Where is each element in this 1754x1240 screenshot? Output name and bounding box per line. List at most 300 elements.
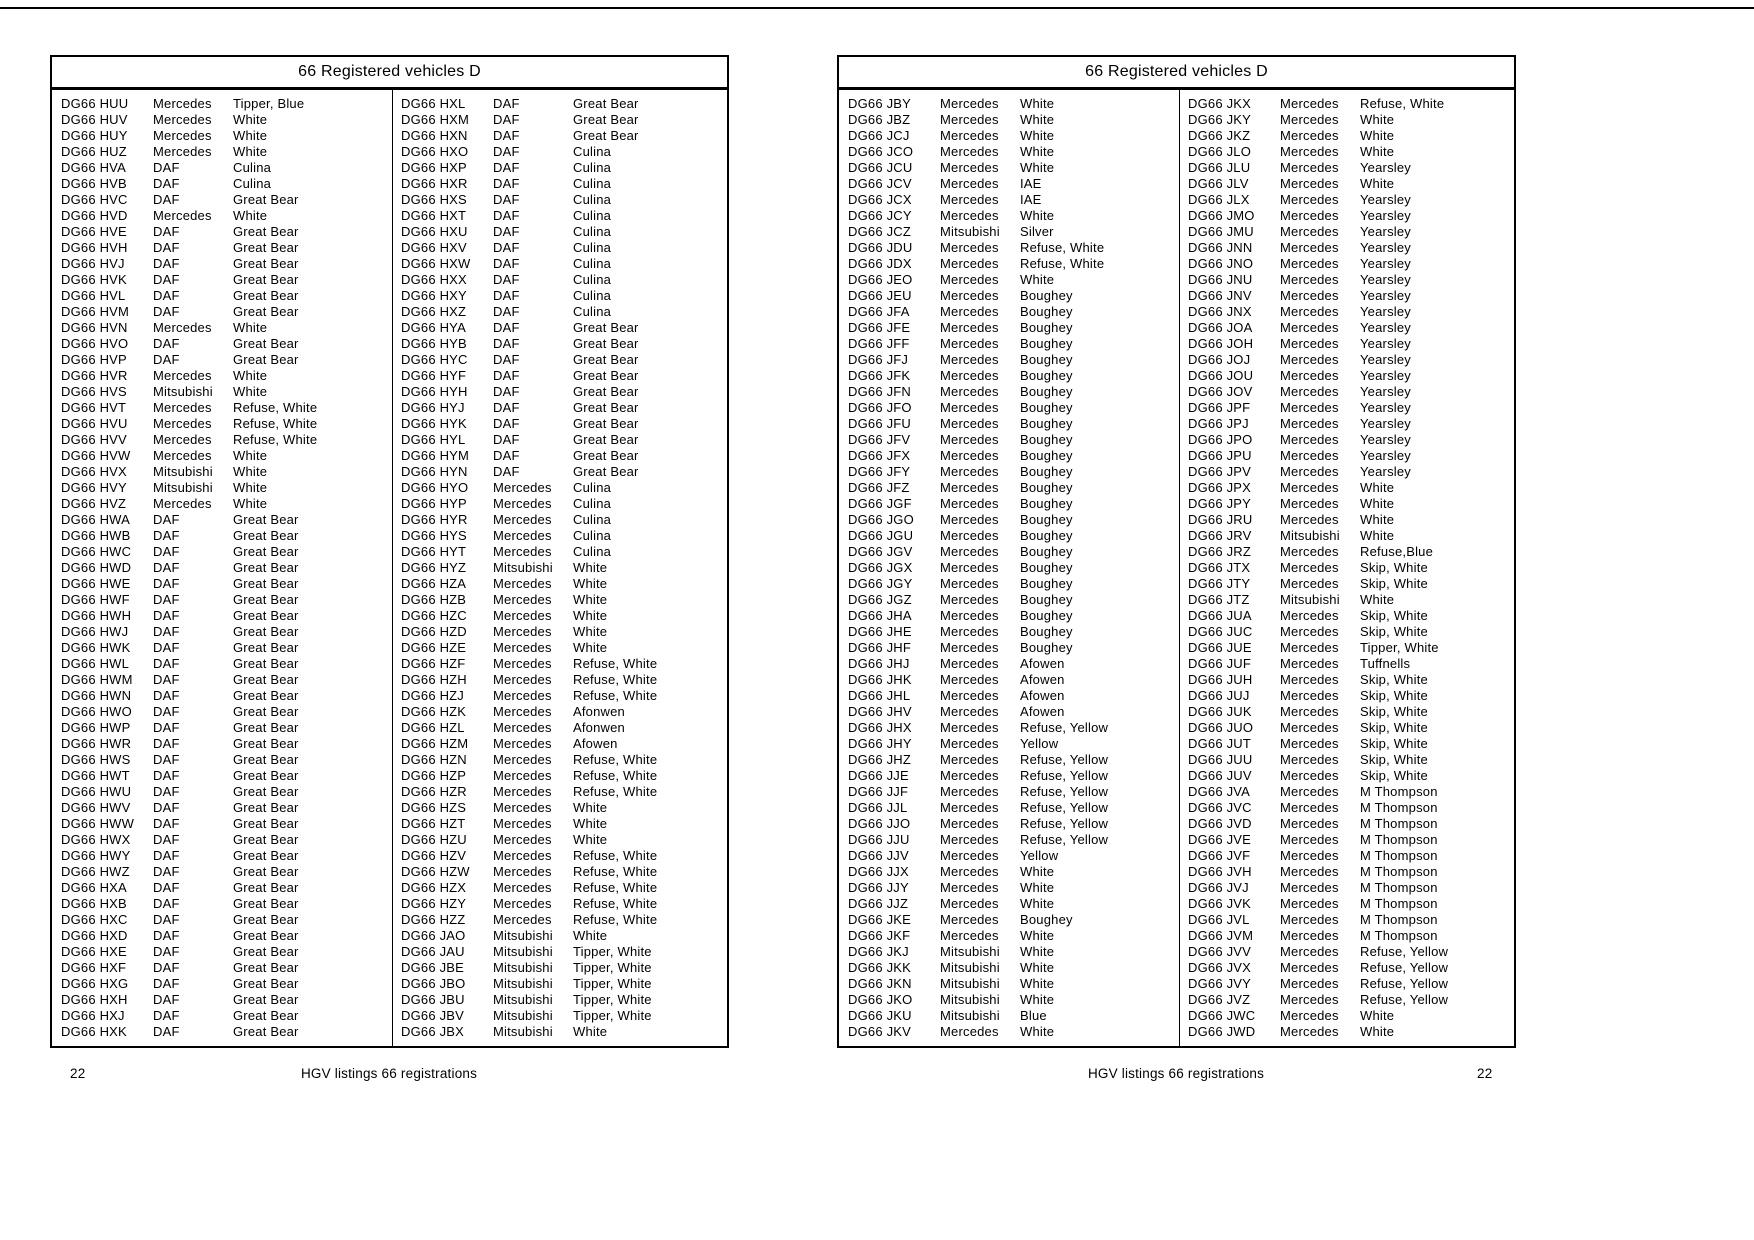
vehicle-row [1188, 896, 1514, 912]
vehicle-registration: DG66 HVZ [61, 496, 127, 511]
vehicle-make: Mercedes [153, 496, 212, 511]
vehicle-row [848, 240, 1179, 256]
vehicle-make: Mitsubishi [493, 944, 553, 959]
vehicle-make: Mercedes [940, 736, 999, 751]
vehicle-livery: Culina [233, 176, 272, 191]
vehicle-livery: Yearsley [1360, 352, 1411, 367]
vehicle-row [401, 224, 727, 240]
vehicle-livery: Refuse, White [233, 400, 318, 415]
vehicle-livery: Great Bear [233, 224, 299, 239]
vehicle-make: DAF [153, 336, 180, 351]
vehicle-row [401, 624, 727, 640]
vehicle-row [401, 512, 727, 528]
vehicle-registration: DG66 HYM [401, 448, 470, 463]
vehicle-make: Mercedes [940, 704, 999, 719]
vehicle-registration: DG66 JVK [1188, 896, 1252, 911]
vehicle-row [401, 352, 727, 368]
vehicle-livery: Boughey [1020, 448, 1073, 463]
vehicle-registration: DG66 HWS [61, 752, 131, 767]
vehicle-make: DAF [153, 928, 180, 943]
vehicle-make: Mercedes [940, 560, 999, 575]
vehicle-livery: Great Bear [233, 1008, 299, 1023]
vehicle-livery: Culina [573, 160, 612, 175]
vehicle-registration: DG66 JFO [848, 400, 912, 415]
vehicle-row [848, 304, 1179, 320]
vehicle-registration: DG66 HXK [61, 1024, 127, 1039]
vehicle-registration: DG66 JJF [848, 784, 909, 799]
vehicle-row [61, 832, 392, 848]
vehicle-make: Mercedes [493, 784, 552, 799]
vehicle-row [1188, 720, 1514, 736]
vehicle-registration: DG66 HYO [401, 480, 469, 495]
vehicle-row [61, 496, 392, 512]
vehicle-livery: M Thompson [1360, 880, 1438, 895]
vehicle-registration: DG66 JOA [1188, 320, 1253, 335]
vehicle-registration: DG66 HWV [61, 800, 131, 815]
vehicle-registration: DG66 JPJ [1188, 416, 1249, 431]
vehicle-make: DAF [153, 240, 180, 255]
vehicle-livery: Great Bear [233, 752, 299, 767]
vehicle-livery: Boughey [1020, 592, 1073, 607]
vehicle-make: Mercedes [1280, 240, 1339, 255]
vehicle-row [1188, 128, 1514, 144]
vehicle-make: Mercedes [1280, 560, 1339, 575]
vehicle-row [401, 784, 727, 800]
footer-title-right: HGV listings 66 registrations [1087, 1066, 1265, 1081]
vehicle-livery: Great Bear [233, 816, 299, 831]
vehicle-make: Mercedes [153, 208, 212, 223]
vehicle-make: Mercedes [1280, 432, 1339, 447]
vehicle-registration: DG66 JGY [848, 576, 913, 591]
vehicle-registration: DG66 JPF [1188, 400, 1251, 415]
vehicle-row [1188, 144, 1514, 160]
vehicle-make: DAF [493, 192, 520, 207]
vehicle-registration: DG66 JFF [848, 336, 910, 351]
vehicle-livery: Skip, White [1360, 736, 1428, 751]
vehicle-row [61, 1008, 392, 1024]
vehicle-make: Mercedes [1280, 640, 1339, 655]
vehicle-make: Mercedes [1280, 960, 1339, 975]
vehicle-make: DAF [493, 400, 520, 415]
vehicle-livery: M Thompson [1360, 928, 1438, 943]
vehicle-row [848, 352, 1179, 368]
vehicle-row [1188, 752, 1514, 768]
vehicle-row [1188, 160, 1514, 176]
vehicle-registration: DG66 JRZ [1188, 544, 1252, 559]
vehicle-livery: Tipper, White [573, 992, 652, 1007]
vehicle-row [61, 624, 392, 640]
vehicle-row [848, 224, 1179, 240]
vehicle-livery: Great Bear [233, 544, 299, 559]
vehicle-registration: DG66 JHX [848, 720, 912, 735]
vehicle-make: DAF [493, 176, 520, 191]
vehicle-row [1188, 432, 1514, 448]
vehicle-make: Mercedes [1280, 288, 1339, 303]
vehicle-livery: Skip, White [1360, 560, 1428, 575]
vehicle-livery: White [573, 928, 608, 943]
vehicle-livery: Yearsley [1360, 400, 1411, 415]
vehicle-livery: Tipper, Blue [233, 96, 305, 111]
vehicle-make: DAF [153, 624, 180, 639]
vehicle-livery: Great Bear [573, 464, 639, 479]
vehicle-make: Mercedes [1280, 368, 1339, 383]
vehicle-registration: DG66 JAO [401, 928, 466, 943]
vehicle-make: Mercedes [940, 512, 999, 527]
vehicle-make: DAF [153, 688, 180, 703]
vehicle-registration: DG66 HZP [401, 768, 467, 783]
vehicle-livery: Great Bear [233, 512, 299, 527]
vehicle-make: DAF [153, 880, 180, 895]
vehicle-row [61, 272, 392, 288]
vehicle-make: DAF [153, 608, 180, 623]
vehicle-livery: Yearsley [1360, 288, 1411, 303]
vehicle-livery: White [233, 320, 268, 335]
vehicle-livery: Culina [573, 272, 612, 287]
vehicle-row [848, 560, 1179, 576]
vehicle-make: Mercedes [940, 176, 999, 191]
vehicle-livery: White [1360, 1008, 1395, 1023]
vehicle-livery: White [573, 832, 608, 847]
vehicle-make: Mercedes [1280, 624, 1339, 639]
vehicle-registration: DG66 HYH [401, 384, 468, 399]
vehicle-livery: Refuse, Yellow [1020, 784, 1109, 799]
vehicle-registration: DG66 HVV [61, 432, 127, 447]
vehicle-row [1188, 608, 1514, 624]
vehicle-row [401, 1008, 727, 1024]
vehicle-livery: Refuse, Yellow [1020, 800, 1109, 815]
vehicle-row [401, 112, 727, 128]
vehicle-make: Mercedes [153, 368, 212, 383]
vehicle-row [848, 1024, 1179, 1040]
vehicle-make: Mercedes [940, 880, 999, 895]
vehicle-registration: DG66 JJV [848, 848, 909, 863]
vehicle-livery: Skip, White [1360, 688, 1428, 703]
vehicle-make: Mercedes [1280, 1008, 1339, 1023]
vehicle-make: DAF [153, 864, 180, 879]
vehicle-row [401, 256, 727, 272]
vehicle-row [61, 736, 392, 752]
vehicle-livery: Skip, White [1360, 608, 1428, 623]
vehicle-make: Mitsubishi [153, 464, 213, 479]
vehicle-make: DAF [493, 384, 520, 399]
vehicle-registration: DG66 JLV [1188, 176, 1249, 191]
vehicle-row [401, 848, 727, 864]
vehicle-livery: Refuse, White [573, 864, 658, 879]
vehicle-livery: Great Bear [233, 832, 299, 847]
vehicle-registration: DG66 JVA [1188, 784, 1251, 799]
vehicle-livery: Yearsley [1360, 192, 1411, 207]
vehicle-row [848, 800, 1179, 816]
vehicle-make: DAF [153, 816, 180, 831]
vehicle-livery: White [1360, 112, 1395, 127]
vehicle-registration: DG66 JVL [1188, 912, 1250, 927]
page-right [837, 55, 1516, 1048]
vehicle-registration: DG66 HVY [61, 480, 127, 495]
vehicle-registration: DG66 HVC [61, 192, 128, 207]
vehicle-make: Mercedes [940, 544, 999, 559]
vehicle-registration: DG66 JFA [848, 304, 910, 319]
vehicle-make: Mercedes [1280, 96, 1339, 111]
vehicle-row [61, 480, 392, 496]
vehicle-registration: DG66 JPY [1188, 496, 1252, 511]
vehicle-table-right [837, 89, 1516, 1048]
vehicle-registration: DG66 HWT [61, 768, 130, 783]
vehicle-make: Mercedes [940, 608, 999, 623]
vehicle-livery: Boughey [1020, 544, 1073, 559]
vehicle-make: DAF [153, 304, 180, 319]
vehicle-row [1188, 704, 1514, 720]
vehicle-make: Mercedes [1280, 112, 1339, 127]
vehicle-row [61, 864, 392, 880]
vehicle-registration: DG66 JFJ [848, 352, 909, 367]
vehicle-livery: Great Bear [233, 528, 299, 543]
vehicle-livery: White [1020, 112, 1055, 127]
vehicle-row [401, 752, 727, 768]
vehicle-livery: Great Bear [233, 880, 299, 895]
vehicle-registration: DG66 JVH [1188, 864, 1252, 879]
vehicle-livery: Refuse, White [573, 880, 658, 895]
vehicle-livery: Culina [573, 496, 612, 511]
vehicle-make: Mercedes [493, 512, 552, 527]
vehicle-livery: White [573, 576, 608, 591]
vehicle-livery: Great Bear [233, 784, 299, 799]
vehicle-registration: DG66 HWJ [61, 624, 129, 639]
vehicle-row [401, 880, 727, 896]
vehicle-registration: DG66 JDX [848, 256, 912, 271]
vehicle-make: DAF [153, 960, 180, 975]
vehicle-row [1188, 736, 1514, 752]
vehicle-make: Mercedes [1280, 656, 1339, 671]
vehicle-livery: Refuse, White [573, 912, 658, 927]
vehicle-row [848, 976, 1179, 992]
vehicle-row [848, 896, 1179, 912]
vehicle-registration: DG66 JNU [1188, 272, 1253, 287]
vehicle-registration: DG66 HXT [401, 208, 467, 223]
vehicle-registration: DG66 HZS [401, 800, 467, 815]
vehicle-registration: DG66 HXM [401, 112, 470, 127]
vehicle-registration: DG66 JBU [401, 992, 465, 1007]
vehicle-row [401, 304, 727, 320]
vehicle-livery: Culina [233, 160, 272, 175]
vehicle-make: DAF [153, 896, 180, 911]
vehicle-registration: DG66 HWL [61, 656, 130, 671]
vehicle-livery: Tipper, White [573, 1008, 652, 1023]
vehicle-row [61, 1024, 392, 1040]
vehicle-make: Mercedes [1280, 832, 1339, 847]
vehicle-livery: White [1020, 896, 1055, 911]
vehicle-row [848, 288, 1179, 304]
vehicle-make: Mercedes [493, 848, 552, 863]
vehicle-livery: Yearsley [1360, 432, 1411, 447]
vehicle-registration: DG66 HWW [61, 816, 135, 831]
vehicle-registration: DG66 HZN [401, 752, 467, 767]
vehicle-livery: Great Bear [233, 624, 299, 639]
vehicle-livery: M Thompson [1360, 816, 1438, 831]
vehicle-registration: DG66 HWU [61, 784, 132, 799]
vehicle-make: Mercedes [1280, 256, 1339, 271]
vehicle-make: Mercedes [1280, 208, 1339, 223]
vehicle-row [401, 688, 727, 704]
vehicle-make: DAF [153, 352, 180, 367]
vehicle-row [848, 544, 1179, 560]
vehicle-livery: IAE [1020, 192, 1042, 207]
vehicle-livery: M Thompson [1360, 800, 1438, 815]
vehicle-livery: White [573, 608, 608, 623]
vehicle-livery: Great Bear [233, 192, 299, 207]
vehicle-livery: Refuse, White [233, 432, 318, 447]
vehicle-registration: DG66 HVM [61, 304, 130, 319]
vehicle-registration: DG66 JBY [848, 96, 912, 111]
vehicle-make: Mercedes [1280, 752, 1339, 767]
vehicle-registration: DG66 HXA [61, 880, 127, 895]
vehicle-make: Mitsubishi [940, 960, 1000, 975]
page-title: 66 Registered vehicles D [837, 55, 1516, 89]
vehicle-make: Mercedes [940, 624, 999, 639]
vehicle-registration: DG66 JKO [848, 992, 913, 1007]
vehicle-livery: White [1020, 160, 1055, 175]
vehicle-registration: DG66 JHE [848, 624, 912, 639]
vehicle-row [61, 320, 392, 336]
vehicle-row [61, 672, 392, 688]
vehicle-registration: DG66 HXW [401, 256, 471, 271]
vehicle-make: DAF [153, 848, 180, 863]
vehicle-row [61, 416, 392, 432]
vehicle-livery: White [573, 560, 608, 575]
vehicle-row [61, 768, 392, 784]
vehicle-livery: Boughey [1020, 304, 1073, 319]
vehicle-livery: Great Bear [233, 352, 299, 367]
vehicle-livery: White [1360, 592, 1395, 607]
vehicle-livery: Great Bear [573, 448, 639, 463]
vehicle-row [401, 496, 727, 512]
vehicle-livery: White [1360, 512, 1395, 527]
vehicle-make: DAF [153, 656, 180, 671]
vehicle-row [401, 960, 727, 976]
vehicle-row [61, 896, 392, 912]
vehicle-make: Mitsubishi [493, 992, 553, 1007]
vehicle-livery: Yearsley [1360, 448, 1411, 463]
vehicle-registration: DG66 JVX [1188, 960, 1252, 975]
vehicle-make: DAF [153, 576, 180, 591]
vehicle-row [401, 416, 727, 432]
vehicle-row [1188, 976, 1514, 992]
vehicle-make: Mitsubishi [940, 224, 1000, 239]
vehicle-livery: Great Bear [233, 640, 299, 655]
vehicle-livery: Tipper, White [1360, 640, 1439, 655]
vehicle-make: Mercedes [1280, 768, 1339, 783]
vehicle-row [401, 896, 727, 912]
vehicle-livery: Culina [573, 176, 612, 191]
vehicle-make: Mercedes [940, 768, 999, 783]
vehicle-livery: Refuse, White [573, 768, 658, 783]
vehicle-row [1188, 1008, 1514, 1024]
vehicle-row [848, 928, 1179, 944]
vehicle-registration: DG66 HWX [61, 832, 131, 847]
vehicle-registration: DG66 JFN [848, 384, 912, 399]
vehicle-livery: Refuse, White [573, 656, 658, 671]
vehicle-registration: DG66 JNX [1188, 304, 1252, 319]
vehicle-livery: Yellow [1020, 736, 1059, 751]
vehicle-livery: Skip, White [1360, 672, 1428, 687]
vehicle-livery: M Thompson [1360, 784, 1438, 799]
vehicle-row [848, 1008, 1179, 1024]
vehicle-make: DAF [153, 752, 180, 767]
vehicle-make: DAF [153, 992, 180, 1007]
vehicle-registration: DG66 HYC [401, 352, 468, 367]
vehicle-make: Mercedes [153, 96, 212, 111]
vehicle-make: DAF [493, 256, 520, 271]
vehicle-row [401, 432, 727, 448]
vehicle-livery: Refuse, White [573, 848, 658, 863]
vehicle-registration: DG66 HXN [401, 128, 468, 143]
vehicle-livery: Great Bear [233, 256, 299, 271]
vehicle-registration: DG66 JUT [1188, 736, 1252, 751]
vehicle-make: DAF [153, 704, 180, 719]
vehicle-registration: DG66 HXE [61, 944, 127, 959]
vehicle-registration: DG66 JPU [1188, 448, 1252, 463]
vehicle-registration: DG66 JGU [848, 528, 914, 543]
vehicle-make: Mercedes [940, 272, 999, 287]
vehicle-registration: DG66 JBV [401, 1008, 465, 1023]
vehicle-registration: DG66 HWH [61, 608, 132, 623]
vehicle-registration: DG66 HZB [401, 592, 467, 607]
vehicle-make: Mitsubishi [493, 560, 553, 575]
vehicle-row [1188, 816, 1514, 832]
vehicle-row [401, 992, 727, 1008]
vehicle-livery: Refuse, White [1020, 240, 1105, 255]
vehicle-row [1188, 96, 1514, 112]
vehicle-registration: DG66 HXV [401, 240, 467, 255]
vehicle-row [61, 848, 392, 864]
vehicle-make: Mercedes [1280, 720, 1339, 735]
vehicle-make: Mercedes [1280, 272, 1339, 287]
vehicle-row [1188, 448, 1514, 464]
vehicle-row [61, 192, 392, 208]
vehicle-registration: DG66 HVJ [61, 256, 125, 271]
vehicle-make: Mercedes [1280, 192, 1339, 207]
vehicle-registration: DG66 HVK [61, 272, 127, 287]
vehicle-registration: DG66 JFY [848, 464, 911, 479]
vehicle-livery: Refuse, White [573, 688, 658, 703]
vehicle-row [61, 176, 392, 192]
vehicle-registration: DG66 JNN [1188, 240, 1253, 255]
page-number-right: 22 [1477, 1066, 1493, 1081]
vehicle-registration: DG66 HWY [61, 848, 131, 863]
vehicle-row [61, 592, 392, 608]
vehicle-registration: DG66 JGF [848, 496, 912, 511]
vehicle-livery: Skip, White [1360, 704, 1428, 719]
vehicle-make: Mercedes [493, 896, 552, 911]
vehicle-make: Mercedes [1280, 352, 1339, 367]
vehicle-registration: DG66 HWO [61, 704, 132, 719]
vehicle-row [1188, 992, 1514, 1008]
vehicle-make: DAF [153, 1024, 180, 1039]
vehicle-livery: White [573, 816, 608, 831]
vehicle-row [1188, 496, 1514, 512]
vehicle-row [61, 992, 392, 1008]
vehicle-make: Mercedes [493, 624, 552, 639]
vehicle-make: Mercedes [1280, 944, 1339, 959]
vehicle-make: DAF [153, 736, 180, 751]
vehicle-row [848, 656, 1179, 672]
vehicle-row [61, 240, 392, 256]
vehicle-livery: Great Bear [233, 704, 299, 719]
vehicle-registration: DG66 JPO [1188, 432, 1253, 447]
vehicle-make: Mercedes [493, 864, 552, 879]
vehicle-registration: DG66 HVE [61, 224, 127, 239]
vehicle-row [1188, 688, 1514, 704]
vehicle-livery: Yearsley [1360, 304, 1411, 319]
